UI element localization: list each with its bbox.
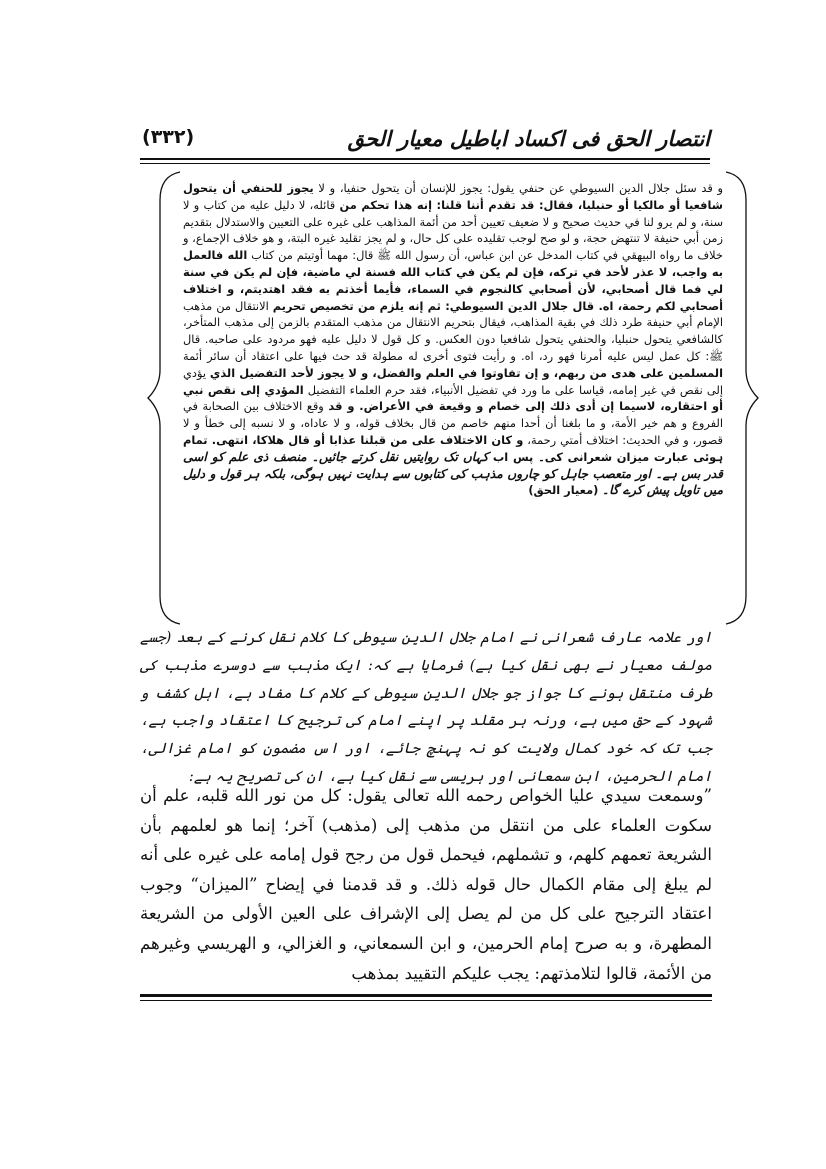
quote-segment: و كان الاختلاف على من قبلنا عذابا أو قال هلاكا، انتهى. تمام ہوئی عبارت میزان شعرانی کی۔ پس اب bbox=[183, 432, 724, 464]
quote-segment: مذهب المتقدم بالزمن إلى مذهب المتأخر، كالشافعي يتحول حنبليا، والحنفي يتحول شافعيا bbox=[183, 315, 723, 347]
quote-segment: و قد سئل جلال الدين السيوطي عن حنفي يقول: يجوز للإنسان أن يتحول حنفيا، و لا bbox=[318, 181, 723, 195]
quote-segment: الانتقال من مذهب الإمام أبي حنيفة طرد ذلك في بقية المذاهب، فيقال بتحريم الانتقال من bbox=[183, 298, 723, 330]
page-number: (٣٣٢) bbox=[142, 126, 195, 148]
arabic-paragraph-text: ”وسمعت سيدي عليا الخواص رحمه الله تعالى يقول: كل من نور الله قلبه، علم أن سكوت العلماء على من انتقل من مذهب إلى (مذهب) آخر؛ إنما هو لعلمهم بأن الشريعة تعمهم كلهم، و تشملهم، فيحمل قول من رجح قول إمامه على غيره على أنه لم يبلغ إلى مقام الكمال حال قوله ذلك. و قد قدمنا في إيضاح ”الميزان“ وجوب اعتقاد الترجيح على كل من لم يصل إلى الإشراف على العين الأولى من الشريعة المطهرة، و به صرح إمام الحرمين، و ابن السمعاني، و الغزالي، و الهريسي وغيرهم من الأئمة، قالوا لتلامذتهم: يجب عليكم التقييد بمذهب bbox=[140, 786, 712, 983]
quoted-passage bbox=[183, 180, 723, 620]
left-brace bbox=[148, 172, 180, 624]
quote-segment: ما رواه البيهقي في كتاب المدخل عن ابن عباس، أن رسول الله ﷺ قال: مهما أوتيتم من كتاب bbox=[251, 248, 694, 263]
quote-source: (معیار الحق) bbox=[528, 483, 599, 498]
quote-segment: يجوز للحنفي أن يتحول شافعيا أو مالكيا أو حنبليا، فقال: قد تقدم أننا قلنا: إنه هذا تحكم من bbox=[183, 181, 723, 212]
quote-segment: قال بخلاف قوله، و لا عاداه، و لا نسبه إلى خطأ و لا قصور، و في الحديث: اختلاف أمتي رحمة، bbox=[183, 416, 723, 447]
quote-segment: الله فالعمل به واجب، لا عذر لأحد في تركه، فإن لم يكن في كتاب الله فسنة لي ماضية، فإن لم bbox=[183, 248, 724, 279]
quote-segment: اختلاف أصحابي لكم رحمة، اه. قال جلال الدين السيوطي: ثم إنه يلزم من تخصيص تحريم bbox=[183, 281, 723, 313]
quoted-text bbox=[183, 180, 723, 499]
quote-segment: کہاں تک روایتیں نقل کرتے جائیں۔ منصف ذی علم کو اسی قدر بس ہے۔ اور متعصب جاہل کو چاروں مذہب کی کتابوں bbox=[183, 449, 723, 481]
footer-rule-thin bbox=[140, 1000, 712, 1001]
quote-segment: أمرنا فهو رد، اه. و رأيت فتوى أخرى له مطولة قد حث فيها على اعتقاد أن سائر أئمة bbox=[183, 348, 603, 363]
quote-segment: من أئمة المذاهب على غيره على التعيين والاستدلال بتقديم زمن أبي حنيفة لا تنتهض حجة، و bbox=[183, 214, 723, 246]
quote-segment: وقع الاختلاف بين الصحابة في الفروع و هم خير الأمة، و ما بلغنا أن أحدا منهم خاصم من bbox=[183, 399, 724, 431]
right-brace bbox=[726, 172, 758, 624]
book-title: انتصار الحق فی اکساد اباطیل معیار الحق bbox=[347, 126, 710, 151]
quote-segment: المسلمين على هدى من ربهم، و إن تفاوتوا في العلم والفضل، و لا يجوز لأحد التفضيل الذي bbox=[209, 365, 723, 380]
quote-segment: دون العكس. و كل قول لا دليل عليه فهو مردود على صاحبه. قال ﷺ: كل عمل ليس عليه bbox=[183, 332, 724, 363]
urdu-paragraph-text: اور علامہ عارف شعرانی نے امام جلال الدین سیوطی کا کلام نقل کرنے کے بعد (جسے مولف معیار نے بھی نقل کیا ہے) فرمایا ہے کہ: ایک مذہب سے دوسرے مذہب کی طرف منتقل ہونے کا جواز جو جلال الدین سیوطی کے کلام کا مفاد ہے، اہل کشف و شہود کے حق میں ہے، ورنہ ہر مقلد پر اپنے امام کی ترجیح کا اعتقاد واجب ہے، جب تک کہ خود کمال ولایت کو نہ پہنچ جائے، اور اس مضمون کو امام غزالی، امام الحرمین، ابن سمعانی اور ہریسی سے نقل کیا ہے، ان کی تصریح یہ ہے: bbox=[140, 629, 712, 785]
quote-segment: سے ہدایت نہیں ہوگی، بلکہ ہر قول و دلیل میں تاویل پیش کرے گا۔ bbox=[183, 466, 723, 498]
footer-rule bbox=[140, 994, 712, 997]
quote-segment: يؤدي إلى نقص في غير إمامه، قياسا على ما ورد في تفضيل الأنبياء، فقد حرم العلماء التفضيل bbox=[183, 365, 724, 397]
urdu-paragraph bbox=[140, 624, 712, 791]
quote-segment: لو صح لوجب تقليده على كل حال، و لم يجز تقليد غيره البتة، و هو خلاف الإجماع، و خلاف bbox=[183, 231, 723, 263]
quote-segment: يكن في سنة لي فما قال أصحابي، لأن أصحابي كالنجوم في السماء، فأيما أخذتم به فقد اهتديتم، و bbox=[183, 264, 724, 296]
quote-segment: المؤدي إلى نقص نبي أو احتقاره، لاسيما إن أدى ذلك إلى خصام و وقيعة في الأعراض. و قد bbox=[183, 382, 723, 414]
quote-segment: قائله، لا دليل عليه من كتاب و لا سنة، و لم يرو لنا في حديث صحيح و لا ضعيف تعيين أحد bbox=[183, 197, 723, 229]
arabic-paragraph bbox=[140, 781, 712, 988]
